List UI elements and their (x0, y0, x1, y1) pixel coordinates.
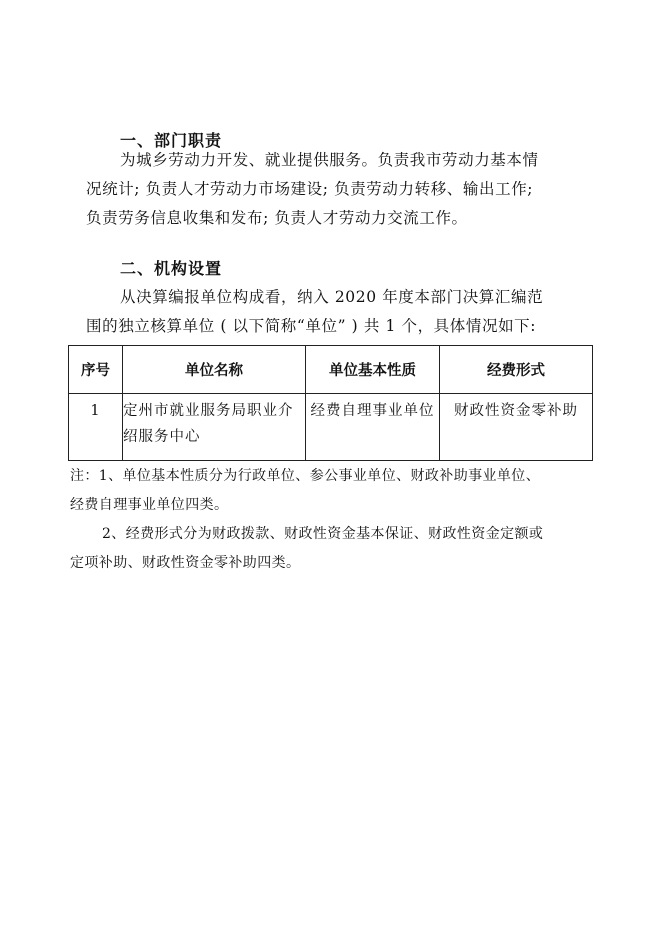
header-funding-form: 经费形式 (440, 346, 593, 394)
cell-unit-nature: 经费自理事业单位 (306, 394, 440, 461)
duties-line-1: 为城乡劳动力开发、就业提供服务。负责我市劳动力基本情 (120, 151, 539, 169)
cell-funding-form: 财政性资金零补助 (440, 394, 593, 461)
header-seq: 序号 (69, 346, 123, 394)
note-line-2: 经费自理事业单位四类。 (70, 497, 229, 513)
duties-line-2: 况统计; 负责人才劳动力市场建设; 负责劳动力转移、输出工作; (86, 180, 534, 198)
table-row (69, 394, 593, 461)
duties-line-3: 负责劳务信息收集和发布; 负责人才劳动力交流工作。 (86, 209, 468, 227)
header-unit-name: 单位名称 (123, 346, 306, 394)
table-header-row (69, 346, 593, 394)
note-line-3: 2、经费形式分为财政拨款、财政性资金基本保证、财政性资金定额或 (102, 526, 544, 542)
section-heading-structure: 二、机构设置 (120, 259, 223, 278)
duties-paragraph (86, 146, 586, 233)
header-unit-nature: 单位基本性质 (306, 346, 440, 394)
cell-seq: 1 (69, 394, 123, 461)
table-notes (70, 462, 600, 578)
units-table (68, 345, 593, 461)
structure-line-2: 围的独立核算单位 ( 以下简称“单位” ) 共 1 个，具体情况如下: (86, 317, 537, 335)
structure-line-1: 从决算编报单位构成看，纳入 2020 年度本部门决算汇编范 (120, 288, 544, 306)
note-line-4: 定项补助、财政性资金零补助四类。 (70, 555, 301, 571)
note-line-1: 注：1、单位基本性质分为行政单位、参公事业单位、财政补助事业单位、 (70, 468, 541, 484)
cell-unit-name: 定州市就业服务局职业介绍服务中心 (123, 394, 306, 461)
section-heading-duties: 一、部门职责 (120, 131, 223, 150)
structure-paragraph (86, 283, 586, 341)
